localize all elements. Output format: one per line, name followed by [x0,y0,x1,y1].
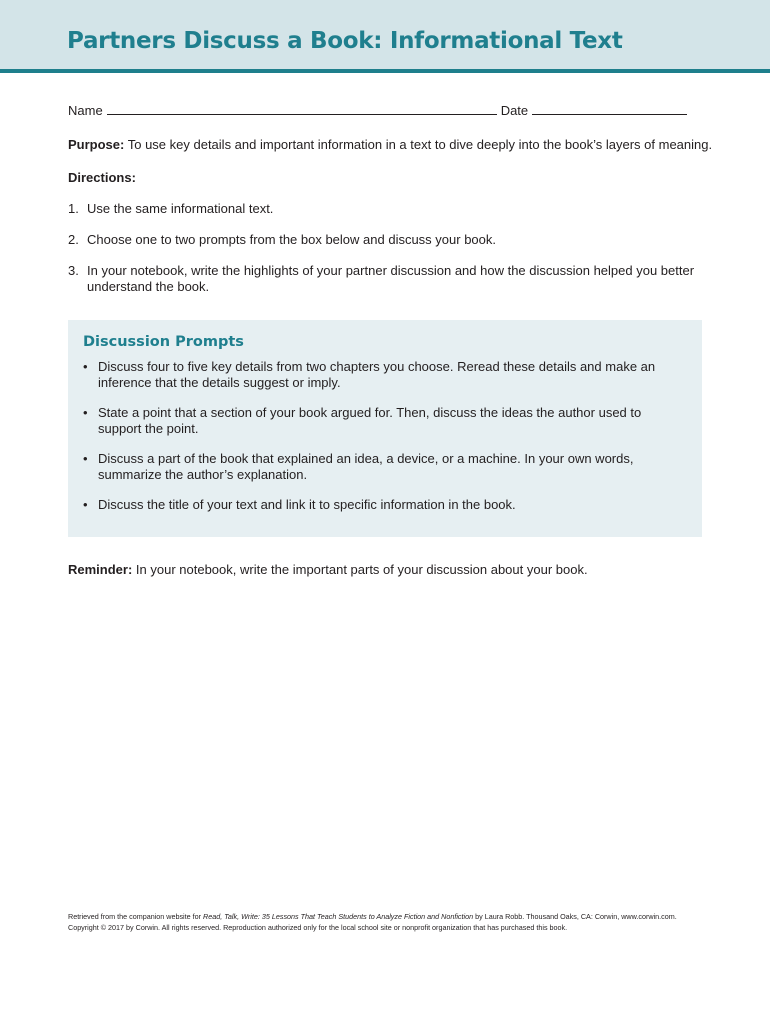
direction-text: In your notebook, write the highlights of your partner discussion and how the discussion helped you better understand the book. [87,263,695,294]
discussion-prompts-box [68,320,702,537]
bullet-icon: • [83,405,88,420]
direction-text: Use the same informational text. [87,201,274,216]
bullet-icon: • [83,497,88,512]
footer-book-title: Read, Talk, Write: 35 Lessons That Teach Students to Analyze Fiction and Nonfiction [203,912,474,921]
direction-number: 3. [68,263,79,278]
footer-suffix: by Laura Robb. Thousand Oaks, CA: Corwin, www.corwin.com. Copyright © 2017 by Corwin. All rights reserved. Reproduction authorized only for the local school site or nonprofit organization that has purchased this book. [68,912,677,932]
name-label: Name [68,103,103,118]
prompt-text: Discuss a part of the book that explained an idea, a device, or a machine. In your own words, summarize the author’s explanation. [98,451,634,482]
direction-number: 1. [68,201,79,216]
reminder-line [68,562,588,577]
directions-list [68,201,708,310]
footer-prefix: Retrieved from the companion website for [68,912,204,921]
prompt-item [83,451,683,483]
prompt-item [83,359,683,391]
purpose-label: Purpose: [68,137,125,152]
prompt-text: State a point that a section of your book argued for. Then, discuss the ideas the author used to support the point. [98,405,642,436]
name-date-row [68,103,691,119]
direction-number: 2. [68,232,79,247]
prompt-item [83,405,683,437]
bullet-icon: • [83,359,88,374]
name-field[interactable] [107,103,497,115]
prompt-text: Discuss the title of your text and link it to specific information in the book. [98,497,516,512]
direction-text: Choose one to two prompts from the box below and discuss your book. [87,232,496,247]
directions-heading: Directions: [68,170,136,185]
prompts-list [83,359,683,527]
purpose-text: To use key details and important information in a text to dive deeply into the book’s layers of meaning. [127,137,713,152]
page-title: Partners Discuss a Book: Informational Text [67,28,623,54]
date-label: Date [500,103,529,118]
purpose-line [68,137,712,153]
direction-item [68,201,708,217]
direction-item [68,263,708,295]
prompts-title: Discussion Prompts [83,334,244,350]
reminder-text: In your notebook, write the important parts of your discussion about your book. [135,562,588,577]
reminder-label: Reminder: [68,562,133,577]
date-field[interactable] [532,103,687,115]
prompt-text: Discuss four to five key details from two chapters you choose. Reread these details and make an inference that the details suggest or imply. [98,359,656,390]
bullet-icon: • [83,451,88,466]
prompt-item [83,497,683,513]
direction-item [68,232,708,248]
copyright-footer [68,911,708,933]
